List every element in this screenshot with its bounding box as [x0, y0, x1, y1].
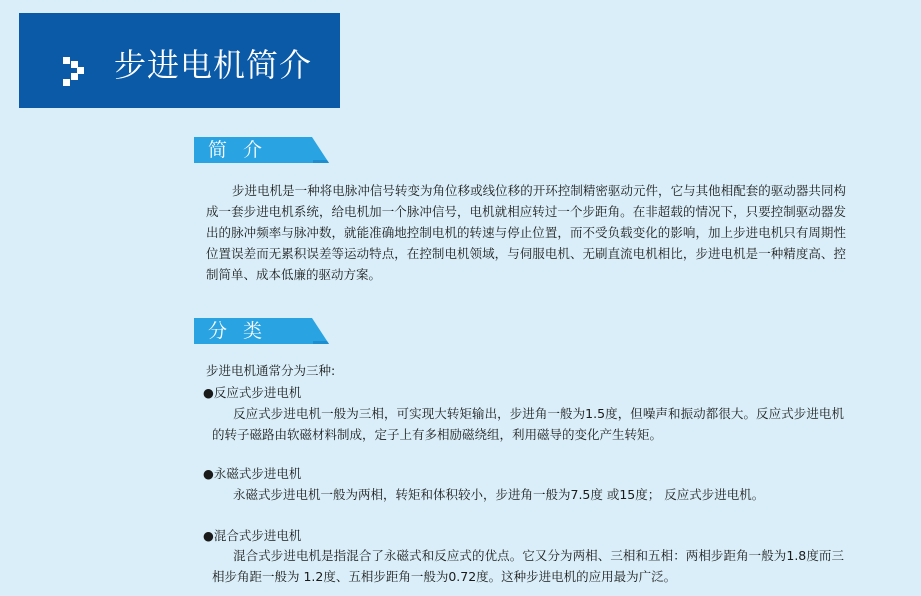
- type-heading-reactive: ●反应式步进电机: [203, 385, 302, 400]
- chevron-right-icon: [63, 57, 91, 91]
- type-body-reactive: [212, 403, 844, 445]
- page-title: 步进电机简介: [114, 46, 313, 84]
- type-body-permanent-magnet: [212, 484, 844, 505]
- type-body-text: 永磁式步进电机一般为两相，转矩和体积较小，步进角一般为7.5度 或15度； 反应式步进电机。: [233, 487, 765, 502]
- type-heading-permanent-magnet: ●永磁式步进电机: [203, 466, 302, 481]
- types-intro: 步进电机通常分为三种:: [206, 363, 336, 378]
- section-label-intro: 简 介: [208, 139, 268, 161]
- type-body-text: 反应式步进电机一般为三相，可实现大转矩输出，步进角一般为1.5度，但噪声和振动都很大。反应式步进电机的转子磁路由软磁材料制成，定子上有多相励磁绕组，利用磁导的变化产生转矩。: [212, 406, 844, 442]
- section-label-types: 分 类: [208, 320, 268, 342]
- intro-paragraph: [206, 180, 846, 285]
- intro-text: 步进电机是一种将电脉冲信号转变为角位移或线位移的开环控制精密驱动元件，它与其他相配套的驱动器共同构成一套步进电机系统，给电机加一个脉冲信号，电机就相应转过一个步距角。在非超载的情况下，只要控制驱动器发出的脉冲频率与脉冲数，就能准确地控制电机的转速与停止位置，而不受负载变化的影响，加上步进电机只有周期性位置误差而无累积误差等运动特点，在控制电机领域，与伺服电机、无刷直流电机相比，步进电机是一种精度高、控制简单、成本低廉的驱动方案。: [206, 183, 846, 282]
- type-heading-hybrid: ●混合式步进电机: [203, 528, 302, 543]
- type-body-hybrid: [212, 545, 844, 587]
- type-body-text: 混合式步进电机是指混合了永磁式和反应式的优点。它又分为两相、三相和五相：两相步距角一般为1.8度而三相步角距一般为 1.2度、五相步距角一般为0.72度。这种步进电机的应用最为广泛。: [212, 548, 844, 584]
- page-title-banner: [19, 13, 340, 108]
